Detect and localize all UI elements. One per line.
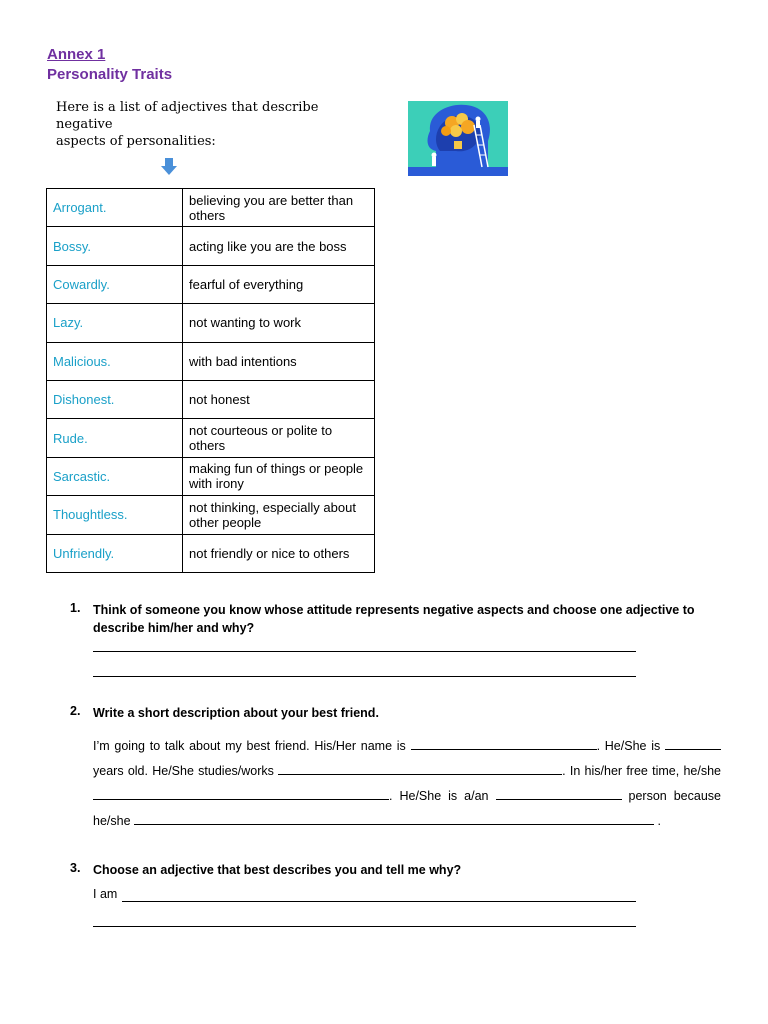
question-1-text: Think of someone you know whose attitude represents negative aspects and choose one adjective to describe him/her and why? (93, 603, 695, 635)
annex-heading: Annex 1 (47, 46, 106, 63)
paragraph-text: . In his/her free time, he/she (562, 764, 721, 778)
trait-definition: making fun of things or people with irony (183, 457, 375, 495)
trait-definition: fearful of everything (183, 265, 375, 303)
intro-line-2: negative (56, 117, 113, 132)
head-puzzle-illustration (408, 101, 508, 176)
adjective-blank[interactable] (496, 787, 622, 800)
free-time-blank[interactable] (93, 787, 389, 800)
paragraph-text: . He/She is a/an (389, 789, 489, 803)
answer-line[interactable] (122, 901, 636, 902)
traits-table (46, 188, 375, 573)
trait-definition: not friendly or nice to others (183, 534, 375, 572)
i-am-text: I am (93, 887, 118, 901)
question-1-number: 1. (70, 601, 81, 615)
trait-adjective: Bossy. (47, 227, 183, 265)
table-row (47, 496, 375, 534)
table-row (47, 227, 375, 265)
answer-line[interactable] (93, 926, 636, 927)
table-row (47, 342, 375, 380)
paragraph-text: years old. He/She studies/works (93, 764, 274, 778)
page-title: Personality Traits (47, 66, 173, 83)
age-blank[interactable] (665, 737, 721, 750)
trait-adjective: Dishonest. (47, 380, 183, 418)
trait-adjective: Unfriendly. (47, 534, 183, 572)
trait-adjective: Cowardly. (47, 265, 183, 303)
trait-definition: not courteous or polite to others (183, 419, 375, 457)
question-3-number: 3. (70, 861, 81, 875)
paragraph-text: . He/She is (596, 739, 661, 753)
paragraph-text: person because he/she (93, 789, 721, 828)
table-row (47, 380, 375, 418)
paragraph-text: I’m going to talk about my best friend. His/Her name is (93, 739, 406, 753)
studies-blank[interactable] (278, 762, 562, 775)
trait-adjective: Thoughtless. (47, 496, 183, 534)
down-arrow-icon (161, 158, 177, 176)
trait-adjective: Lazy. (47, 304, 183, 342)
intro-text (56, 99, 336, 150)
table-row (47, 304, 375, 342)
trait-definition: not thinking, especially about other people (183, 496, 375, 534)
trait-definition: not honest (183, 380, 375, 418)
trait-definition: not wanting to work (183, 304, 375, 342)
trait-definition: acting like you are the boss (183, 227, 375, 265)
intro-line-3: aspects of personalities: (56, 134, 216, 149)
question-3-text: Choose an adjective that best describes you and tell me why? (93, 863, 462, 877)
table-row (47, 534, 375, 572)
best-friend-paragraph (93, 734, 721, 834)
trait-adjective: Rude. (47, 419, 183, 457)
intro-line-1: Here is a list of adjectives that describe (56, 100, 319, 115)
table-row (47, 265, 375, 303)
name-blank[interactable] (411, 737, 597, 750)
trait-adjective: Sarcastic. (47, 457, 183, 495)
table-row (47, 457, 375, 495)
table-row (47, 189, 375, 227)
paragraph-text: . (657, 814, 661, 828)
answer-line[interactable] (93, 651, 636, 652)
question-2-number: 2. (70, 704, 81, 718)
question-2-text: Write a short description about your best friend. (93, 706, 379, 720)
table-row (47, 419, 375, 457)
because-blank[interactable] (134, 812, 654, 825)
trait-adjective: Arrogant. (47, 189, 183, 227)
answer-line[interactable] (93, 676, 636, 677)
trait-definition: believing you are better than others (183, 189, 375, 227)
trait-adjective: Malicious. (47, 342, 183, 380)
trait-definition: with bad intentions (183, 342, 375, 380)
